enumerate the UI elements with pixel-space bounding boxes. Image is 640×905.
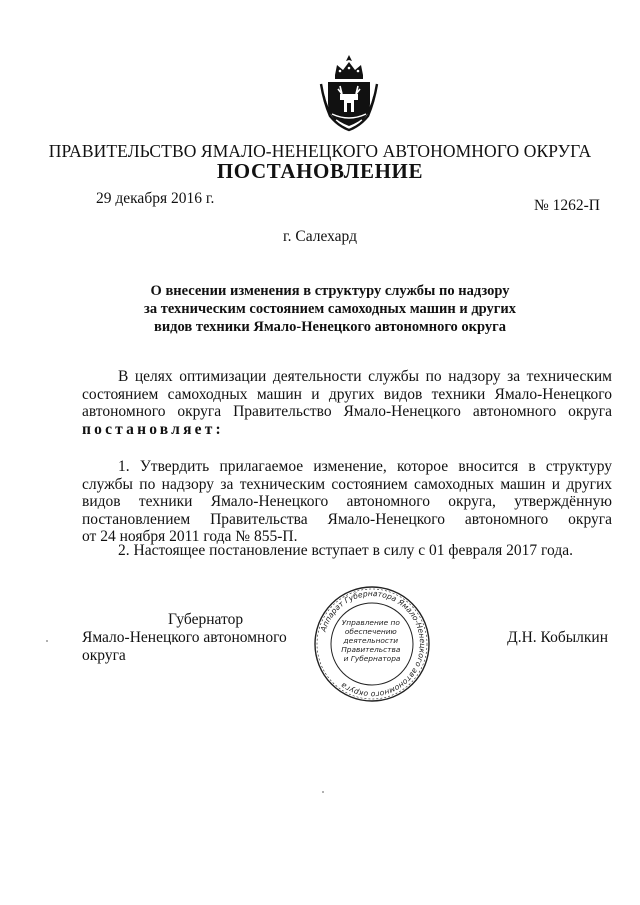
preamble-line: состоянием самоходных машин и других видов техники Ямало-Ненецкого <box>82 385 612 403</box>
document-city: г. Салехард <box>283 228 357 245</box>
svg-text:Управление по обеспечению <box>341 618 402 663</box>
document-type-title: ПОСТАНОВЛЕНИЕ <box>216 159 424 183</box>
document-subject <box>110 282 550 336</box>
government-title: ПРАВИТЕЛЬСТВО ЯМАЛО-НЕНЕЦКОГО АВТОНОМНОГО ОКРУГА <box>48 141 592 161</box>
stamp-center-line: Управление по <box>341 618 400 627</box>
preamble-line: В целях оптимизации деятельности службы по надзору за техническим <box>118 368 612 385</box>
signatory-title <box>82 611 322 665</box>
item-1-line: службы по надзору за техническим состоянием самоходных машин и других <box>82 475 612 493</box>
signatory-name: Д.Н. Кобылкин <box>507 629 608 646</box>
item-1-line: видов техники Ямало-Ненецкого автономного округа, утверждённую <box>82 493 612 510</box>
stamp-center-line: Правительства <box>341 645 401 654</box>
subject-line: за техническим состоянием самоходных машин и других <box>144 301 516 317</box>
item-1-line: 1. Утвердить прилагаемое изменение, которое вносится в структуру <box>118 458 612 475</box>
item-2-line: 2. Настоящее постановление вступает в силу с 01 февраля 2017 года. <box>118 542 573 559</box>
subject-line: видов техники Ямало-Ненецкого автономного округа <box>153 319 506 335</box>
preamble-line: автономного округа Правительство Ямало-Ненецкого автономного округа <box>82 403 612 420</box>
item-1-line: постановлением Правительства Ямало-Ненецкого автономного округа <box>82 510 612 528</box>
scan-speck <box>46 640 48 642</box>
item-2-paragraph <box>82 542 612 560</box>
scan-speck <box>322 791 324 793</box>
subject-line: О внесении изменения в структуру службы по надзору <box>150 283 510 299</box>
document-number: № 1262-П <box>533 197 600 214</box>
stamp-center-line: и Губернатора <box>343 654 401 663</box>
preamble-paragraph <box>82 368 612 438</box>
document-date: 29 декабря 2016 г. <box>96 190 215 207</box>
signatory-title-line: Губернатор <box>168 611 244 628</box>
coat-of-arms-emblem <box>318 52 380 132</box>
item-1-paragraph <box>82 458 612 546</box>
stamp-center-line: обеспечению <box>344 627 397 636</box>
stamp-center-line: деятельности <box>343 636 399 645</box>
item-1-line: от 24 ноября 2011 года № 855-П. <box>82 528 298 545</box>
official-seal-stamp <box>312 585 432 703</box>
stamp-ring-text: Аппарат Губернатора Ямало-Ненецкого автономного округа <box>318 588 428 700</box>
signatory-title-line: Ямало-Ненецкого автономного округа <box>82 629 287 664</box>
decree-word: постановляет: <box>82 420 224 438</box>
